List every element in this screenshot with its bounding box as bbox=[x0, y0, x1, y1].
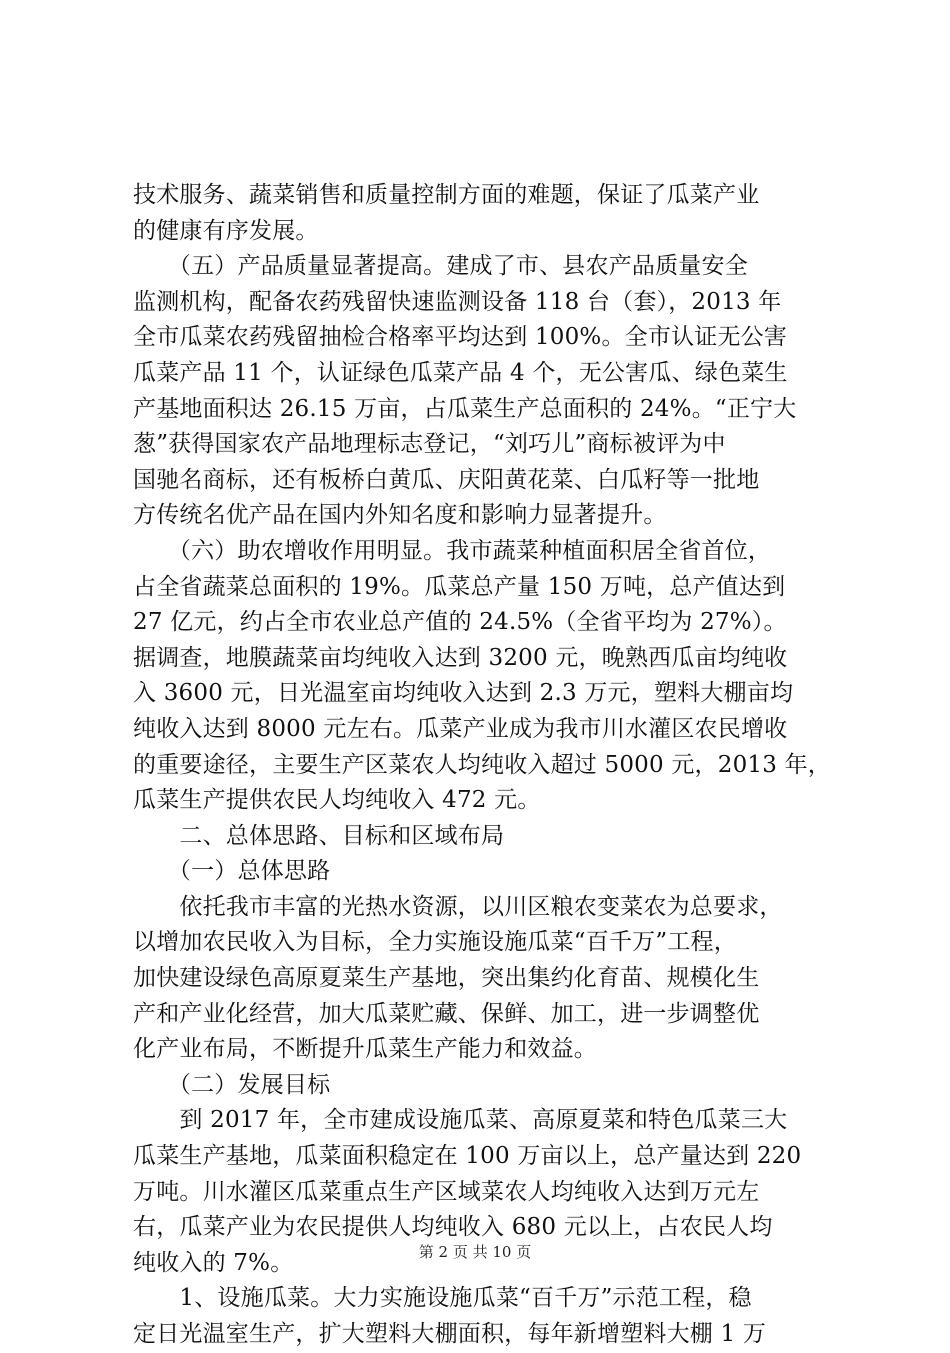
text-line: 的健康有序发展。 bbox=[133, 217, 319, 244]
text-line: 依托我市丰富的光热水资源，以川区粮农变菜农为总要求， bbox=[133, 893, 783, 920]
text-line: （六）助农增收作用明显。我市蔬菜种植面积居全省首位， bbox=[133, 537, 772, 564]
text-line: 方传统名优产品在国内外知名度和影响力显著提升。 bbox=[133, 502, 667, 529]
text-line: 1、设施瓜菜。大力实施设施瓜菜“百千万”示范工程，稳 bbox=[133, 1285, 752, 1312]
text-line: 瓜菜生产基地，瓜菜面积稳定在 100 万亩以上，总产量达到 220 bbox=[133, 1143, 802, 1170]
text-line: 全市瓜菜农药残留抽检合格率平均达到 100%。全市认证无公害 bbox=[133, 324, 788, 351]
text-line: 占全省蔬菜总面积的 19%。瓜菜总产量 150 万吨，总产值达到 bbox=[133, 573, 786, 600]
text-line: 的重要途径，主要生产区菜农人均纯收入超过 5000 元，2013 年， bbox=[133, 751, 831, 778]
text-line: 葱”获得国家农产品地理标志登记，“刘巧儿”商标被评为中 bbox=[133, 431, 726, 458]
text-line: 入 3600 元，日光温室亩均纯收入达到 2.3 万元，塑料大棚亩均 bbox=[133, 680, 794, 707]
subsection-heading: （一）总体思路 bbox=[133, 858, 331, 885]
text-line: 技术服务、蔬菜销售和质量控制方面的难题，保证了瓜菜产业 bbox=[133, 182, 760, 208]
text-line: 瓜菜生产提供农民人均纯收入 472 元。 bbox=[133, 787, 541, 814]
text-line: 产和产业化经营，加大瓜菜贮藏、保鲜、加工，进一步调整优 bbox=[133, 1000, 760, 1027]
text-line: 据调查，地膜蔬菜亩均纯收入达到 3200 元，晚熟西瓜亩均纯收 bbox=[133, 644, 788, 671]
text-line: 纯收入达到 8000 元左右。瓜菜产业成为我市川水灌区农民增收 bbox=[133, 715, 788, 742]
text-line: 瓜菜产品 11 个，认证绿色瓜菜产品 4 个，无公害瓜、绿色菜生 bbox=[133, 359, 788, 386]
text-line: 纯收入的 7%。 bbox=[133, 1249, 294, 1276]
document-body bbox=[133, 178, 829, 1353]
text-line: （五）产品质量显著提高。建成了市、县农产品质量安全 bbox=[133, 253, 748, 280]
text-line: 国驰名商标，还有板桥白黄瓜、庆阳黄花菜、白瓜籽等一批地 bbox=[133, 466, 760, 493]
text-line: 27 亿元，约占全市农业总产值的 24.5%（全省平均为 27%）。 bbox=[133, 609, 787, 636]
text-line: 加快建设绿色高原夏菜生产基地，突出集约化育苗、规模化生 bbox=[133, 965, 760, 992]
text-line: 到 2017 年，全市建成设施瓜菜、高原夏菜和特色瓜菜三大 bbox=[133, 1107, 788, 1134]
section-heading: 二、总体思路、目标和区域布局 bbox=[133, 822, 505, 849]
subsection-heading: （二）发展目标 bbox=[133, 1071, 331, 1098]
page-footer: 第 2 页 共 10 页 bbox=[418, 1243, 532, 1261]
text-line: 定日光温室生产，扩大塑料大棚面积，每年新增塑料大棚 1 万 bbox=[133, 1321, 767, 1347]
text-line: 右，瓜菜产业为农民提供人均纯收入 680 元以上，占农民人均 bbox=[133, 1214, 773, 1241]
text-line: 万吨。川水灌区瓜菜重点生产区域菜农人均纯收入达到万元左 bbox=[133, 1178, 760, 1205]
text-line: 监测机构，配备农药残留快速监测设备 118 台（套），2013 年 bbox=[133, 288, 782, 315]
text-line: 以增加农民收入为目标，全力实施设施瓜菜“百千万”工程， bbox=[133, 929, 737, 956]
text-line: 产基地面积达 26.15 万亩，占瓜菜生产总面积的 24%。“正宁大 bbox=[133, 395, 797, 422]
text-line: 化产业布局，不断提升瓜菜生产能力和效益。 bbox=[133, 1036, 597, 1063]
